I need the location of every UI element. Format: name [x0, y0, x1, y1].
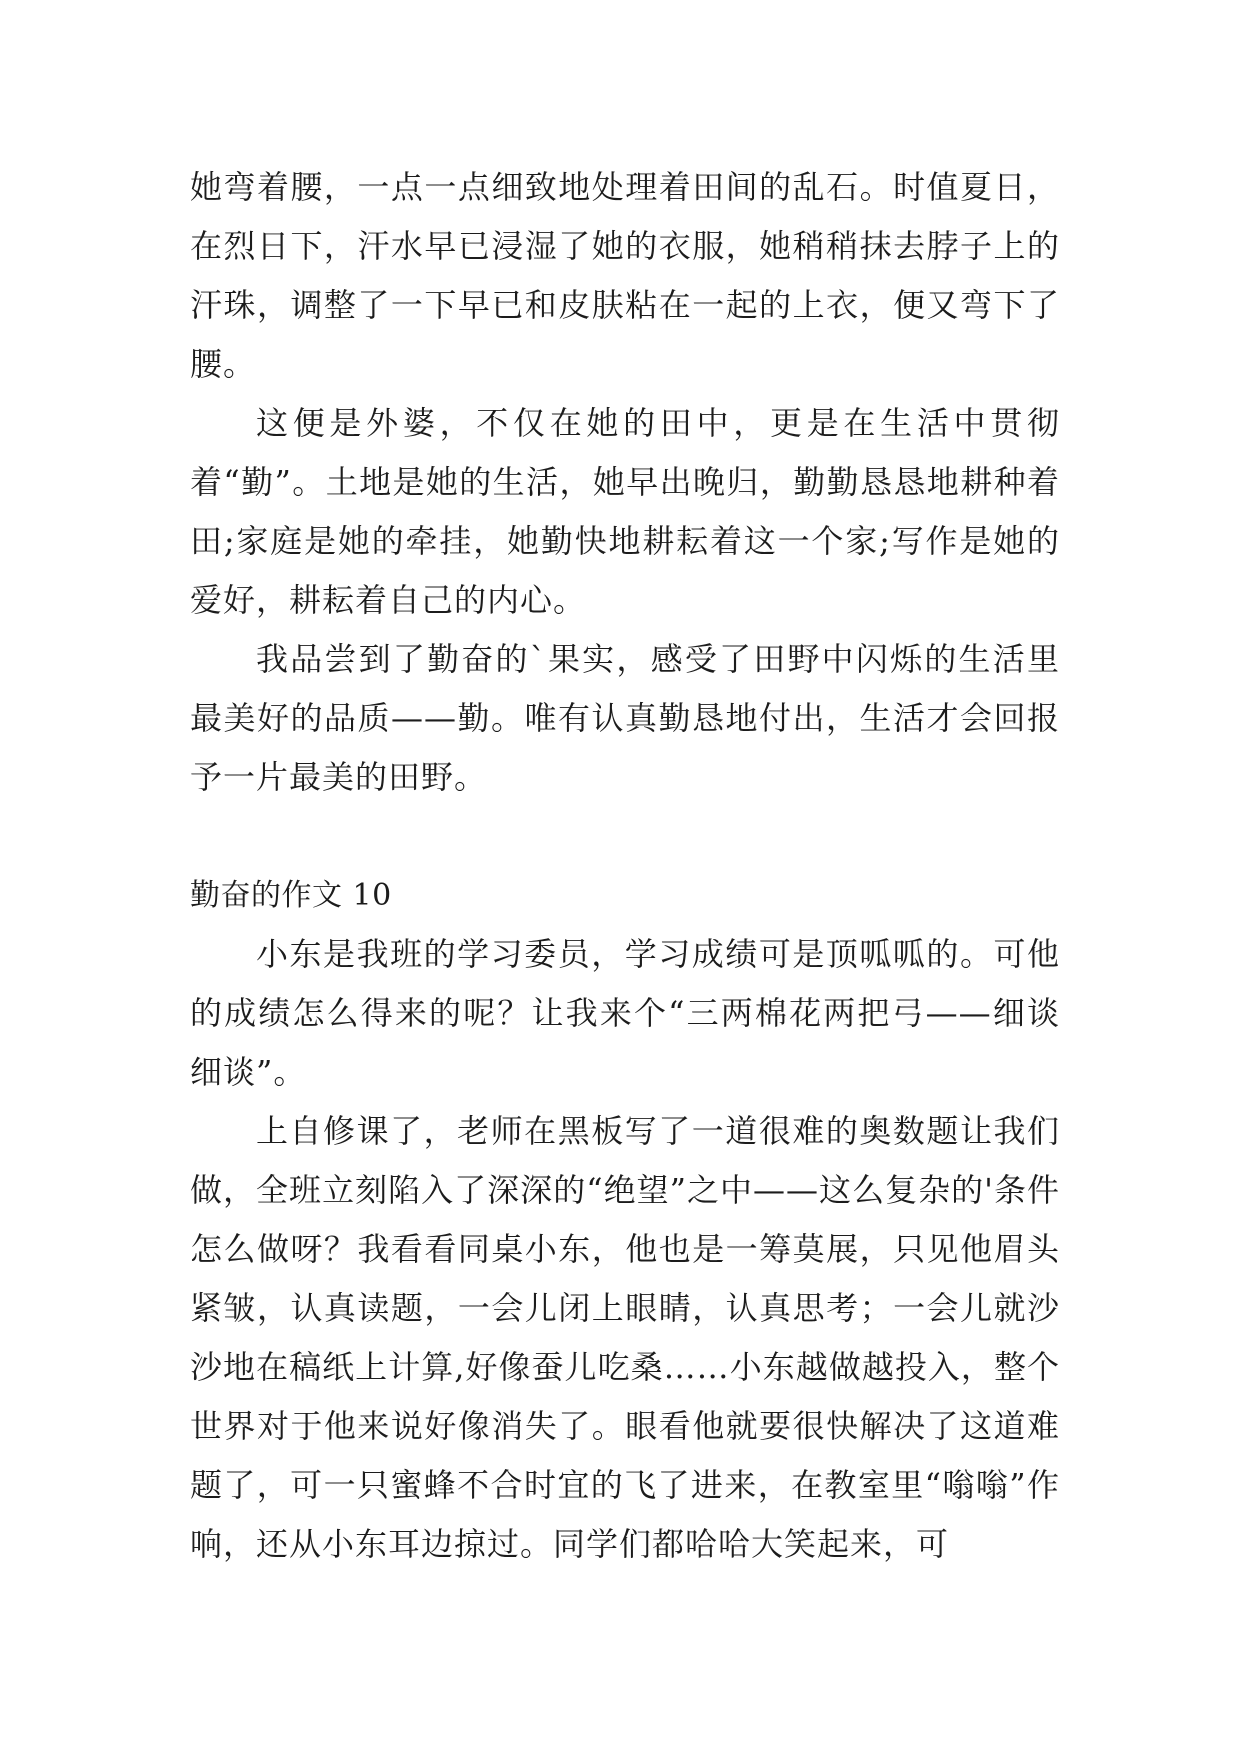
paragraph-4: 小东是我班的学习委员，学习成绩可是顶呱呱的。可他的成绩怎么得来的呢？让我来个“三两棉花两把弓——细谈细谈”。 [190, 935, 1060, 1091]
paragraph-5: 上自修课了，老师在黑板写了一道很难的奥数题让我们做，全班立刻陷入了深深的“绝望”之中——这么复杂的'条件怎么做呀？我看看同桌小东，他也是一筹莫展，只见他眉头紧皱，认真读题，一会儿闭上眼睛，认真思考；一会儿就沙沙地在稿纸上计算,好像蚕儿吃桑……小东越做越投入，整个世界对于他来说好像消失了。眼看他就要很快解决了这道难题了，可一只蜜蜂不合时宜的飞了进来，在教室里“嗡嗡”作响，还从小东耳边掠过。同学们都哈哈大笑起来，可 [190, 1112, 1060, 1563]
document-body [190, 158, 1060, 1574]
paragraph-3: 我品尝到了勤奋的`果实，感受了田野中闪烁的生活里最美好的品质——勤。唯有认真勤恳地付出，生活才会回报予一片最美的田野。 [190, 640, 1060, 796]
section-spacer [190, 807, 1060, 866]
section-title: 勤奋的作文 10 [190, 878, 392, 913]
paragraph-2: 这便是外婆，不仅在她的田中，更是在生活中贯彻着“勤”。土地是她的生活，她早出晚归，勤勤恳恳地耕种着田;家庭是她的牵挂，她勤快地耕耘着这一个家;写作是她的爱好，耕耘着自己的内心。 [190, 404, 1060, 619]
paragraph-1: 她弯着腰，一点一点细致地处理着田间的乱石。时值夏日，在烈日下，汗水早已浸湿了她的衣服，她稍稍抹去脖子上的汗珠，调整了一下早已和皮肤粘在一起的上衣，便又弯下了腰。 [190, 168, 1060, 383]
